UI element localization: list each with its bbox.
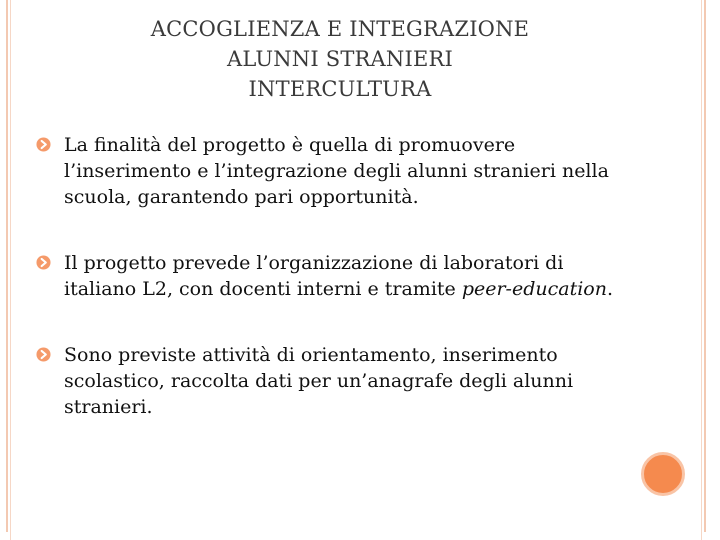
bullet-text: La finalità del progetto è quella di promuovere l’inserimento e l’integrazione degli alunni stranieri nella scuola, garantendo pari opportunità. <box>64 134 609 208</box>
title-line-2: ALUNNI STRANIERI <box>226 47 454 71</box>
circle-arrow-right-icon <box>36 255 51 270</box>
bullet-text: Il progetto prevede l’organizzazione di laboratori di italiano L2, con docenti interni e tramite <box>64 252 564 300</box>
circle-arrow-right-icon <box>36 347 51 362</box>
bullet-text-end: . <box>606 278 614 300</box>
slide-frame-line-left <box>10 0 11 540</box>
bullet-item-1 <box>36 132 616 210</box>
bullet-list <box>36 132 616 420</box>
bullet-item-2 <box>36 250 616 302</box>
slide-frame-line-right <box>701 0 702 540</box>
slide-title <box>60 14 620 104</box>
bullet-text-italic: peer-education <box>461 278 607 300</box>
title-line-3: INTERCULTURA <box>248 77 432 101</box>
bullet-item-3 <box>36 342 616 420</box>
decorative-circle <box>641 452 685 496</box>
title-line-1: ACCOGLIENZA E INTEGRAZIONE <box>150 17 530 41</box>
circle-arrow-right-icon <box>36 137 51 152</box>
bullet-text: Sono previste attività di orientamento, inserimento scolastico, raccolta dati per un’anagrafe degli alunni stranieri. <box>64 344 574 418</box>
